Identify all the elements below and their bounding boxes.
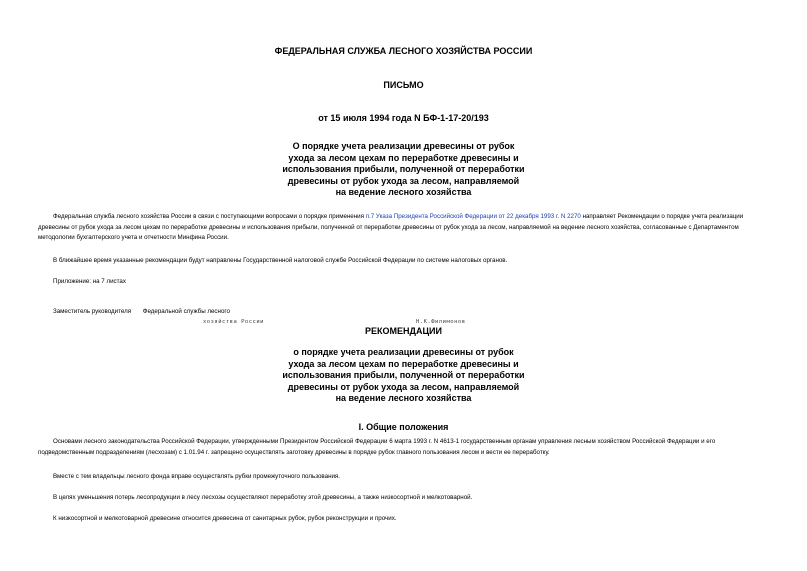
letter-paragraph-1-text-a: Федеральная служба лесного хозяйства России в связи с поступающими вопросами о порядке применения	[53, 213, 366, 220]
recommendations-title-line: о порядке учета реализации древесины от рубок	[293, 347, 514, 357]
section-paragraph-1: Основами лесного законодательства Российской Федерации, утвержденными Президентом Российской Федерации 6 марта 1993 г. N 4613-1 государственным органам управления лесным хозяйством Российской Федерации и его подведомственным подразделениям (лесхозам) с 1.01.94 г. запрещено осуществлять заготовку древесины в порядке рубок главного пользования лесом и вести ее переработку.	[38, 438, 716, 456]
recommendations-title-line: ухода за лесом цехам по переработке древесины и	[288, 358, 519, 369]
letter-title-line: на ведение лесного хозяйства	[335, 187, 472, 197]
recommendations-heading: РЕКОМЕНДАЦИИ	[365, 326, 442, 336]
letter-title-line: О порядке учета реализации древесины от рубок	[292, 141, 515, 151]
signature-role: Заместитель руководителя	[53, 308, 132, 315]
letter-paragraph-1-text-b: направляет Рекомендации о порядке учета реализации древесины от рубок ухода за лесом цехам по переработке древесины и использования прибыли, полученной от переработки древесины от рубок ухода за лесом, направляемой на ведение лесного хозяйства, согласованные с Департаментом методологии бухгалтерского учета и отчетности Минфина России.	[38, 213, 744, 241]
section-paragraph-2: Вместе с тем владельцы лесного фонда вправе осуществлять рубки промежуточного пользования.	[53, 473, 341, 480]
recommendations-title-line: использования прибыли, полученной от переработки	[282, 370, 525, 380]
signature-org: Федеральной службы лесного	[142, 308, 230, 315]
letter-paragraph-2: В ближайшее время указанные рекомендации будут направлены Государственной налоговой службе Российской Федерации по системе налоговых органов.	[53, 257, 508, 264]
recommendations-title	[0, 347, 807, 405]
signature-org-continued: хозяйства России	[203, 319, 264, 325]
recommendations-title-line: на ведение лесного хозяйства	[335, 393, 472, 403]
decree-link[interactable]: п.7 Указа Президента Российской Федерации от 22 декабря 1993 г. N 2270	[365, 213, 581, 220]
letter-paragraph-1	[38, 212, 770, 244]
section-paragraph-3: В целях уменьшения потерь лесопродукции в лесу лесхозы осуществляют переработку этой древесины, а также низкосортной и мелкотоварной.	[53, 494, 473, 501]
agency-heading: ФЕДЕРАЛЬНАЯ СЛУЖБА ЛЕСНОГО ХОЗЯЙСТВА РОССИИ	[274, 46, 533, 56]
doc-date-heading: от 15 июля 1994 года N БФ-1-17-20/193	[318, 113, 489, 123]
signature-block	[53, 308, 240, 315]
letter-title	[0, 141, 807, 199]
signature-name: Н.К.Филимонов	[416, 319, 466, 325]
letter-title-line: использования прибыли, полученной от переработки	[282, 164, 525, 174]
recommendations-title-line: древесины от рубок ухода за лесом, направляемой	[287, 381, 520, 392]
letter-title-line: древесины от рубок ухода за лесом, направляемой	[287, 175, 520, 186]
attachment-note: Приложение: на 7 листах	[53, 278, 126, 285]
section-paragraph-4: К низкосортной и мелкотоварной древесине относится древесина от санитарных рубок, рубок реконструкции и прочих.	[53, 515, 397, 522]
doc-type-heading: ПИСЬМО	[383, 80, 424, 90]
letter-title-line: ухода за лесом цехам по переработке древесины и	[288, 152, 519, 163]
section-heading: I. Общие положения	[358, 422, 449, 432]
